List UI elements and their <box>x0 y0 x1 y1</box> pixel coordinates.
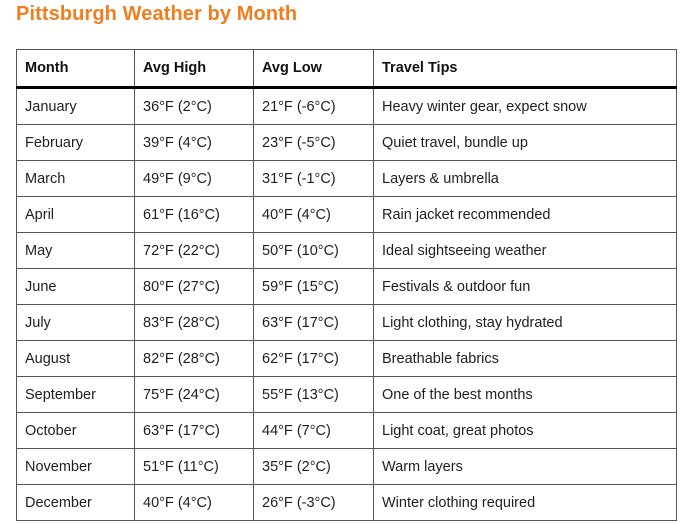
header-avg-high: Avg High <box>135 50 254 88</box>
cell-travel-tip: One of the best months <box>374 377 677 413</box>
cell-avg-high: 40°F (4°C) <box>135 485 254 521</box>
cell-month: August <box>17 341 135 377</box>
cell-month: September <box>17 377 135 413</box>
cell-month: January <box>17 88 135 125</box>
cell-avg-high: 72°F (22°C) <box>135 233 254 269</box>
table-row <box>17 485 677 521</box>
cell-avg-high: 83°F (28°C) <box>135 305 254 341</box>
cell-month: July <box>17 305 135 341</box>
cell-avg-low: 26°F (-3°C) <box>254 485 374 521</box>
cell-travel-tip: Rain jacket recommended <box>374 197 677 233</box>
cell-travel-tip: Light coat, great photos <box>374 413 677 449</box>
table-row <box>17 377 677 413</box>
table-row <box>17 88 677 125</box>
cell-avg-low: 35°F (2°C) <box>254 449 374 485</box>
cell-avg-high: 39°F (4°C) <box>135 125 254 161</box>
cell-travel-tip: Light clothing, stay hydrated <box>374 305 677 341</box>
cell-travel-tip: Ideal sightseeing weather <box>374 233 677 269</box>
cell-month: November <box>17 449 135 485</box>
cell-avg-low: 31°F (-1°C) <box>254 161 374 197</box>
table-row <box>17 161 677 197</box>
cell-month: March <box>17 161 135 197</box>
cell-avg-high: 51°F (11°C) <box>135 449 254 485</box>
cell-avg-low: 59°F (15°C) <box>254 269 374 305</box>
table-row <box>17 305 677 341</box>
cell-avg-low: 62°F (17°C) <box>254 341 374 377</box>
table-row <box>17 125 677 161</box>
cell-month: February <box>17 125 135 161</box>
cell-travel-tip: Festivals & outdoor fun <box>374 269 677 305</box>
cell-avg-low: 50°F (10°C) <box>254 233 374 269</box>
cell-avg-high: 61°F (16°C) <box>135 197 254 233</box>
table-row <box>17 413 677 449</box>
cell-travel-tip: Heavy winter gear, expect snow <box>374 88 677 125</box>
header-travel-tips: Travel Tips <box>374 50 677 88</box>
header-avg-low: Avg Low <box>254 50 374 88</box>
cell-avg-low: 40°F (4°C) <box>254 197 374 233</box>
table-row <box>17 269 677 305</box>
cell-month: May <box>17 233 135 269</box>
cell-travel-tip: Quiet travel, bundle up <box>374 125 677 161</box>
cell-avg-high: 63°F (17°C) <box>135 413 254 449</box>
cell-avg-low: 63°F (17°C) <box>254 305 374 341</box>
cell-avg-high: 36°F (2°C) <box>135 88 254 125</box>
cell-travel-tip: Layers & umbrella <box>374 161 677 197</box>
cell-month: June <box>17 269 135 305</box>
page-title: Pittsburgh Weather by Month <box>16 3 298 25</box>
table-row <box>17 233 677 269</box>
cell-month: April <box>17 197 135 233</box>
table-row <box>17 197 677 233</box>
cell-travel-tip: Warm layers <box>374 449 677 485</box>
cell-avg-high: 75°F (24°C) <box>135 377 254 413</box>
cell-avg-low: 21°F (-6°C) <box>254 88 374 125</box>
cell-month: December <box>17 485 135 521</box>
cell-avg-high: 49°F (9°C) <box>135 161 254 197</box>
cell-avg-low: 55°F (13°C) <box>254 377 374 413</box>
cell-travel-tip: Breathable fabrics <box>374 341 677 377</box>
cell-month: October <box>17 413 135 449</box>
cell-avg-high: 80°F (27°C) <box>135 269 254 305</box>
table-row <box>17 341 677 377</box>
cell-avg-low: 44°F (7°C) <box>254 413 374 449</box>
weather-table <box>16 49 677 521</box>
table-header-row <box>17 50 677 88</box>
cell-avg-high: 82°F (28°C) <box>135 341 254 377</box>
header-month: Month <box>17 50 135 88</box>
cell-avg-low: 23°F (-5°C) <box>254 125 374 161</box>
cell-travel-tip: Winter clothing required <box>374 485 677 521</box>
table-row <box>17 449 677 485</box>
